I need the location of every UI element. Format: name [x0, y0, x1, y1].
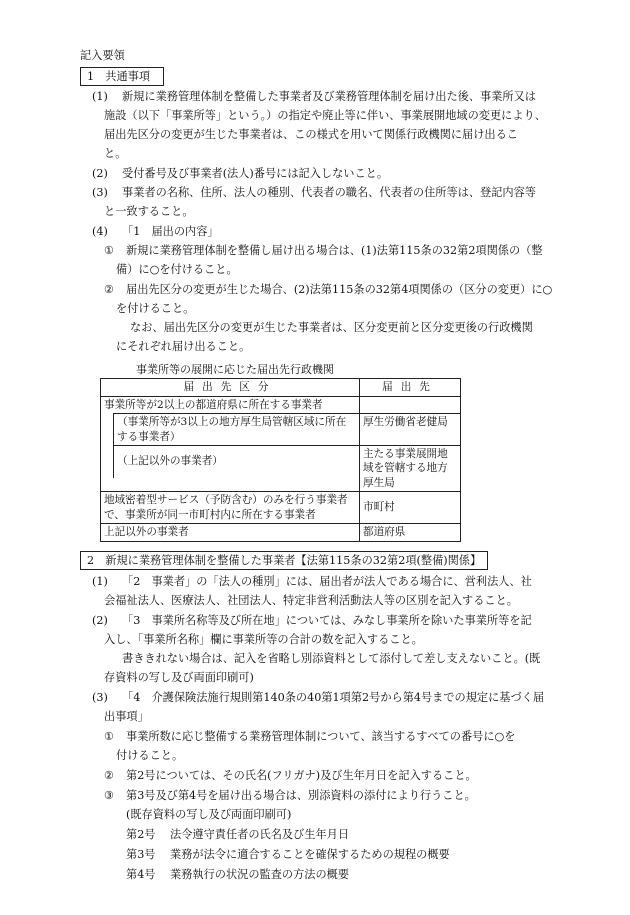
- item-number: (1): [92, 90, 108, 103]
- item-number: (2): [92, 167, 108, 180]
- item-text-line: と。: [104, 147, 127, 160]
- table-cell-destination: 都道府県: [360, 524, 461, 542]
- document-heading: 記入要領: [80, 49, 125, 62]
- table-row: [101, 492, 461, 524]
- table-cell-destination: 厚生労働省老健局: [360, 413, 461, 445]
- item-text-line: 「4 介護保険法施行規則第140条の40第1項第2号から第4号までの規定に基づく届: [122, 691, 545, 704]
- subitem-text-line: 備）に○を付けること。: [116, 263, 238, 276]
- note-text-line: なお、届出先区分の変更が生じた事業者は、区分変更前と区分変更後の行政機関: [130, 321, 533, 334]
- note-text-line: 書ききれない場合は、記入を省略し別添資料として添付して差し支えないこと。(既: [122, 652, 541, 665]
- table-row: [101, 396, 461, 413]
- section-1-title: 1 共通事項: [80, 67, 164, 86]
- item-text-line: 出事項」: [104, 710, 149, 723]
- numbered-label: 第4号: [126, 868, 156, 881]
- item-text-line: 入し、「事業所名称」欄に事業所等の合計の数を記入すること。: [104, 633, 423, 646]
- table-cell-category: （事業所等が3以上の地方厚生局管轄区域に所在する事業者）: [113, 413, 359, 445]
- table-row: [101, 445, 461, 492]
- item-text-line: 新規に業務管理体制を整備した事業者及び業務管理体制を届け出た後、事業所又は: [122, 90, 536, 103]
- item-number: (1): [92, 575, 108, 588]
- item-text-line: と一致すること。: [104, 205, 194, 218]
- item-text-line: 「2 事業者」の「法人の種別」には、届出者が法人である場合に、営利法人、社: [122, 575, 532, 588]
- subitem-number: ③: [104, 789, 115, 802]
- subitem-number: ②: [104, 769, 115, 782]
- subitem-text-line: 第2号については、その氏名(フリガナ)及び生年月日を記入すること。: [126, 769, 477, 782]
- table-header-row: [101, 379, 461, 397]
- destination-table: [100, 378, 461, 542]
- subitem-number: ②: [104, 283, 115, 296]
- column-header: 届出先区分: [101, 379, 360, 397]
- subitem-text-line: (既存資料の写し及び両面印刷可): [126, 808, 292, 821]
- table-cell-category: 事業所等が2以上の都道府県に所在する事業者: [101, 396, 360, 413]
- item-text-line: 受付番号及び事業者(法人)番号には記入しないこと。: [122, 167, 389, 180]
- table-row: [101, 524, 461, 542]
- numbered-label: 第2号: [126, 828, 156, 841]
- numbered-text: 業務が法令に適合することを確保するための規程の概要: [170, 848, 450, 861]
- numbered-label: 第3号: [126, 848, 156, 861]
- table-cell-destination: 市町村: [360, 492, 461, 524]
- table-cell-destination: 主たる事業展開地域を管轄する地方厚生局: [360, 445, 461, 492]
- table-cell-category: （上記以外の事業者）: [113, 445, 359, 478]
- table-caption: 事業所等の展開に応じた届出先行政機関: [136, 363, 334, 376]
- subitem-number: ①: [104, 730, 115, 743]
- section-2-title: 2 新規に業務管理体制を整備した事業者【法第115条の32第2項(整備)関係】: [80, 551, 488, 570]
- note-text-line: にそれぞれ届け出ること。: [116, 340, 251, 353]
- item-number: (2): [92, 614, 108, 627]
- table-cell-category-wrap: [101, 413, 360, 445]
- table-row: [101, 413, 461, 445]
- subitem-text-line: を付けること。: [116, 302, 195, 315]
- table-cell-destination: [360, 396, 461, 413]
- subitem-text-line: 届出先区分の変更が生じた場合、(2)法第115条の32第4項関係の（区分の変更）に○: [126, 283, 553, 296]
- item-number: (3): [92, 691, 108, 704]
- item-text-line: 会福祉法人、医療法人、社団法人、特定非営利活動法人等の区別を記入すること。: [104, 594, 518, 607]
- item-text-line: 「1 届出の内容」: [122, 225, 219, 238]
- subitem-number: ①: [104, 244, 115, 257]
- subitem-text-line: 事業所数に応じ整備する業務管理体制について、該当するすべての番号に○を: [126, 730, 516, 743]
- subitem-text-line: 新規に業務管理体制を整備し届け出る場合は、(1)法第115条の32第2項関係の（整: [126, 244, 543, 257]
- item-text-line: 「3 事業所名称等及び所在地」については、みなし事業所を除いた事業所等を記: [122, 614, 532, 627]
- column-header: 届出先: [360, 379, 461, 397]
- item-text-line: 施設（以下「事業所等」という。）の指定や廃止等に伴い、事業展開地域の変更により、: [104, 109, 546, 122]
- table-cell-category: 地域密着型サービス（予防含む）のみを行う事業者で、事業所が同一市町村内に所在する事業者: [101, 492, 360, 524]
- subitem-text-line: 第3号及び第4号を届け出る場合は、別添資料の添付により行うこと。: [126, 789, 476, 802]
- item-number: (4): [92, 225, 108, 238]
- item-text-line: 事業者の名称、住所、法人の種別、代表者の職名、代表者の住所等は、登記内容等: [122, 186, 536, 199]
- subitem-text-line: 付けること。: [116, 749, 184, 762]
- numbered-text: 法令遵守責任者の氏名及び生年月日: [170, 828, 350, 841]
- table-cell-category-wrap: [101, 445, 360, 492]
- item-text-line: 届出先区分の変更が生じた事業者は、この様式を用いて関係行政機関に届け出るこ: [104, 128, 518, 141]
- note-text-line: 存資料の写し及び両面印刷可): [104, 671, 254, 684]
- table-cell-category: 上記以外の事業者: [101, 524, 360, 542]
- item-number: (3): [92, 186, 108, 199]
- numbered-text: 業務執行の状況の監査の方法の概要: [170, 868, 350, 881]
